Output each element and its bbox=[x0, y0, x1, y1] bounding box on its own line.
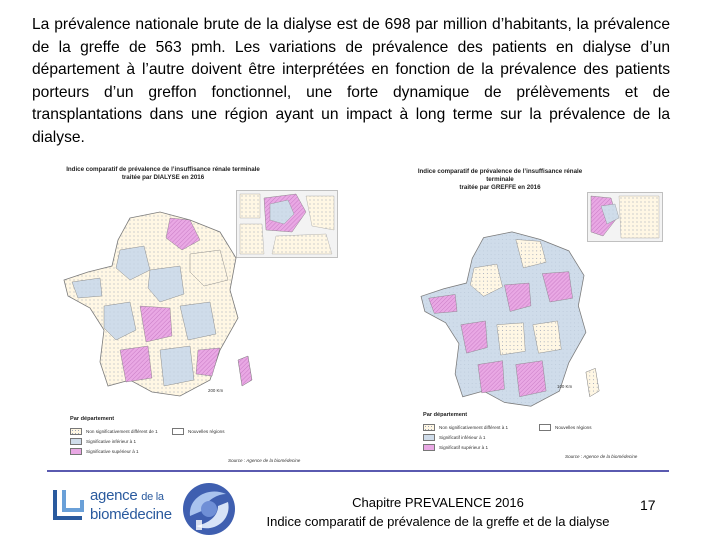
chapter-emblem-icon bbox=[178, 480, 240, 538]
dialysis-legend-item-lower: Significative inférieur à 1 bbox=[70, 438, 136, 445]
logo-mark-icon bbox=[52, 488, 86, 524]
dialysis-source: Source : Agence de la biomédecine bbox=[228, 458, 301, 463]
dialysis-legend-item-nonsig: Non significativement différent de 1 bbox=[70, 428, 158, 435]
dialysis-legend-title: Par département bbox=[70, 416, 115, 422]
transplant-source: Source : Agence de la biomédecine bbox=[565, 454, 638, 459]
dialysis-map-panel bbox=[58, 160, 340, 470]
footer-chapter bbox=[250, 493, 626, 531]
dialysis-france-map bbox=[60, 210, 260, 400]
transplant-map-title-line2: traitée par GREFFE en 2016 bbox=[459, 184, 541, 191]
transplant-map-panel bbox=[407, 160, 675, 470]
logo-text-biomedecine: biomédecine bbox=[90, 506, 172, 523]
dialysis-map-title-line2: traitée par DIALYSE en 2016 bbox=[121, 174, 205, 181]
logo-text bbox=[90, 487, 172, 523]
transplant-legend-item-higher: Significatif supérieur à 1 bbox=[423, 444, 488, 451]
transplant-map-title bbox=[407, 168, 593, 192]
footer-chapter-title: Chapitre PREVALENCE 2016 bbox=[352, 495, 524, 510]
dialysis-map-title-line1: Indice comparatif de prévalence de l’insuffisance rénale terminale bbox=[66, 166, 260, 173]
transplant-legend-title: Par département bbox=[423, 412, 468, 418]
dialysis-legend-item-regions: Nouvelles régions bbox=[172, 428, 225, 435]
dialysis-scale-label: 200 Km bbox=[208, 388, 224, 393]
logo-text-dela: de la bbox=[141, 491, 164, 503]
dialysis-legend-item-higher: Significative supérieur à 1 bbox=[70, 448, 139, 455]
footer-chapter-subtitle: Indice comparatif de prévalence de la greffe et de la dialyse bbox=[266, 514, 610, 529]
agence-biomedecine-logo bbox=[50, 484, 176, 528]
footer-divider bbox=[47, 470, 669, 472]
transplant-legend-item-regions: Nouvelles régions bbox=[539, 424, 592, 431]
transplant-france-map bbox=[417, 230, 607, 410]
transplant-legend-item-nonsig: Non significativement différent à 1 bbox=[423, 424, 508, 431]
page-number: 17 bbox=[640, 497, 656, 513]
transplant-legend-item-lower: Significatif inférieur à 1 bbox=[423, 434, 485, 441]
logo-text-agence: agence bbox=[90, 487, 138, 504]
dialysis-map-title bbox=[58, 166, 268, 182]
transplant-map-title-line1: Indice comparatif de prévalence de l’insuffisance rénale terminale bbox=[417, 168, 583, 183]
transplant-scale-label: 100 Km bbox=[557, 384, 573, 389]
intro-paragraph: La prévalence nationale brute de la dialyse est de 698 par million d’habitants, la prévalence de la greffe de 563 pmh. Les variations de prévalence des patients en dialyse d’un département à l’autre doivent être interprétées en fonction de la prévalence des patients porteurs d’un greffon fonctionnel, une forte dynamique de prélèvements et de transplantations dans une région ayant un impact à long terme sur la prévalence de la dialyse. bbox=[32, 16, 670, 146]
